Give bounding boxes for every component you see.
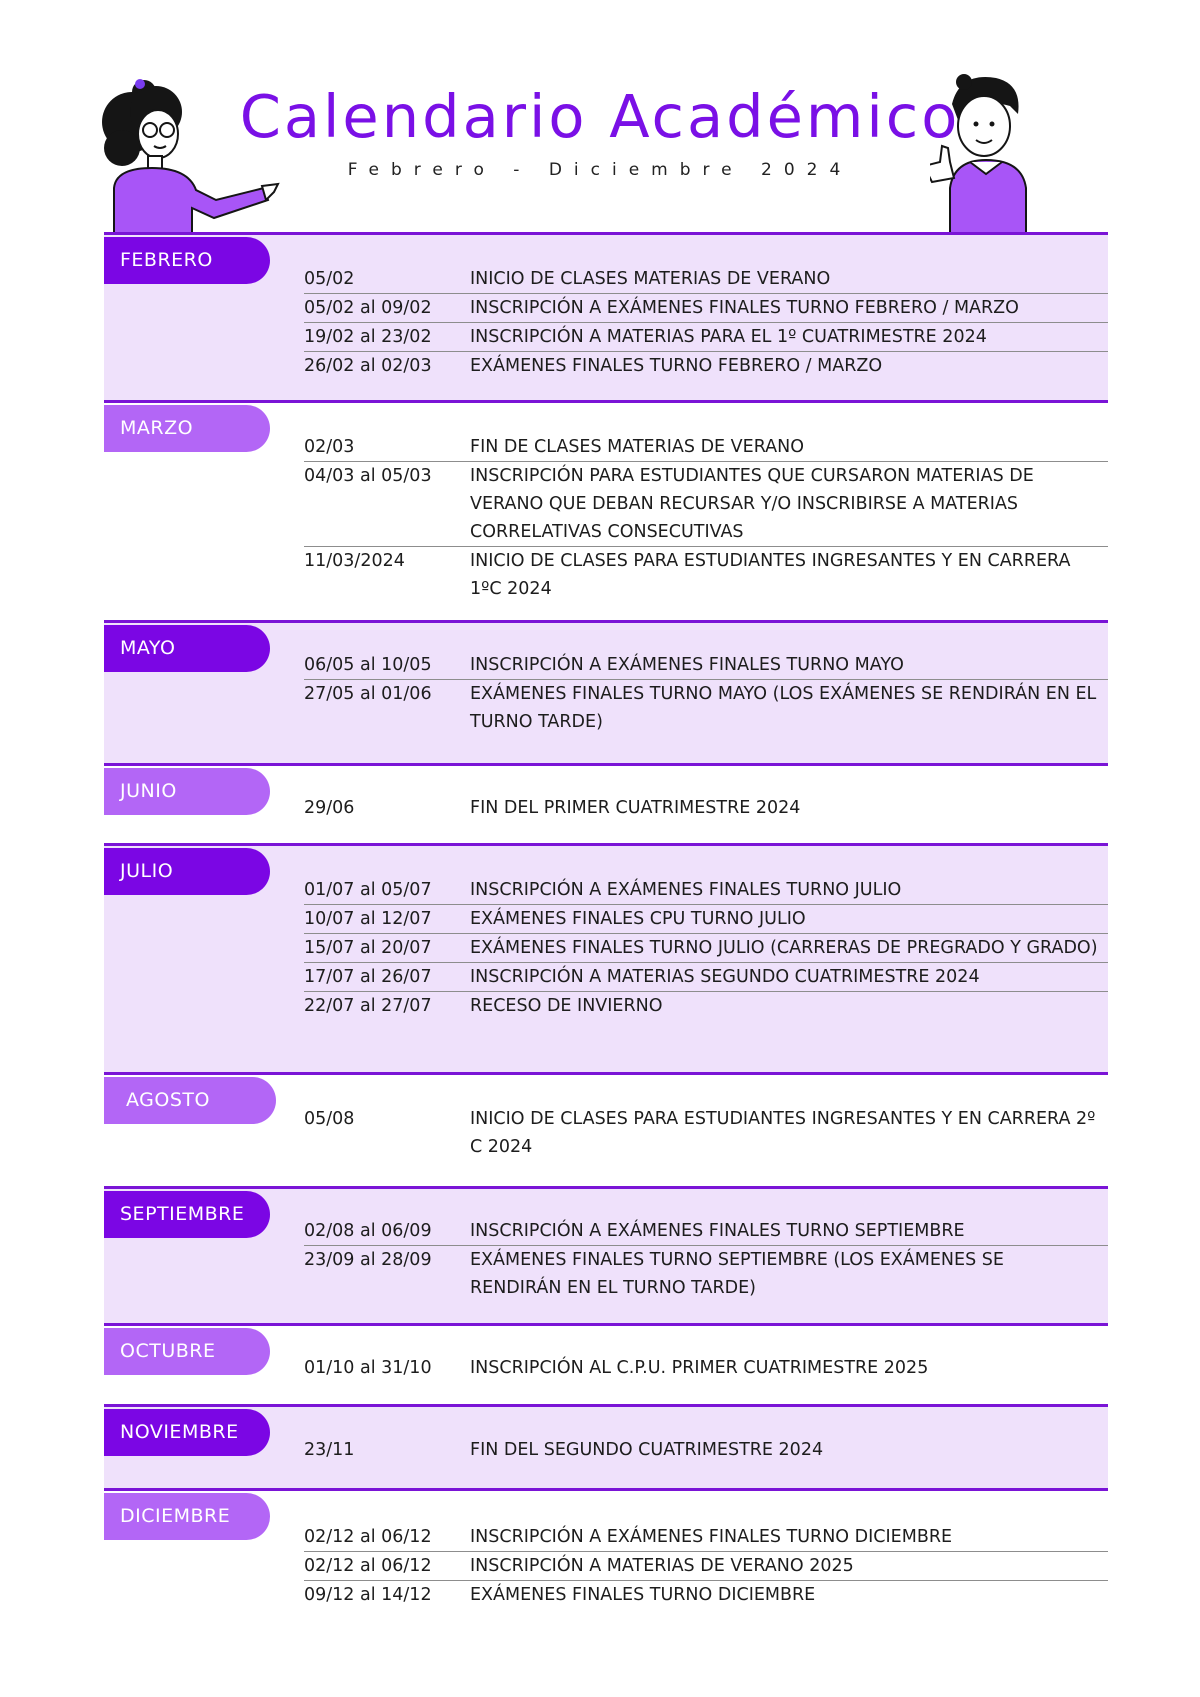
- event-date: 01/07 al 05/07: [304, 880, 432, 900]
- page-header: [0, 0, 1200, 235]
- event-date: 05/02: [304, 269, 355, 289]
- event-description: INSCRIPCIÓN A EXÁMENES FINALES TURNO MAYO: [470, 655, 904, 675]
- event-description: INSCRIPCIÓN A MATERIAS SEGUNDO CUATRIMESTRE 2024: [470, 967, 980, 987]
- event-date: 01/10 al 31/10: [304, 1358, 432, 1378]
- month-tab-julio: JULIO: [104, 848, 270, 895]
- event-date: 02/12 al 06/12: [304, 1527, 432, 1547]
- event-row: [304, 352, 1108, 380]
- month-section-febrero: [104, 232, 1108, 403]
- month-section-agosto: [104, 1072, 1108, 1189]
- event-description: INSCRIPCIÓN A EXÁMENES FINALES TURNO DICIEMBRE: [470, 1527, 953, 1547]
- event-row: [304, 1581, 1108, 1609]
- event-description: EXÁMENES FINALES TURNO JULIO (CARRERAS DE PREGRADO Y GRADO): [470, 938, 1098, 958]
- month-section-octubre: [104, 1323, 1108, 1407]
- event-date: 23/11: [304, 1440, 355, 1460]
- event-list: [304, 433, 1108, 603]
- event-date: 05/02 al 09/02: [304, 298, 432, 318]
- event-date: 22/07 al 27/07: [304, 996, 432, 1016]
- event-date: 09/12 al 14/12: [304, 1585, 432, 1605]
- month-section-diciembre: [104, 1488, 1108, 1628]
- event-row: [304, 1436, 1108, 1464]
- event-row: [304, 963, 1108, 992]
- event-description: EXÁMENES FINALES CPU TURNO JULIO: [470, 909, 806, 929]
- event-row: [304, 992, 1108, 1020]
- event-date: 10/07 al 12/07: [304, 909, 432, 929]
- event-date: 05/08: [304, 1109, 355, 1129]
- event-description: FIN DE CLASES MATERIAS DE VERANO: [470, 437, 804, 457]
- event-date: 04/03 al 05/03: [304, 466, 432, 486]
- event-list: [304, 1105, 1108, 1161]
- event-row: [304, 323, 1108, 352]
- month-tab-noviembre: NOVIEMBRE: [104, 1409, 270, 1456]
- event-date: 27/05 al 01/06: [304, 684, 432, 704]
- event-date: 02/03: [304, 437, 355, 457]
- event-list: [304, 651, 1108, 736]
- month-section-septiembre: [104, 1186, 1108, 1326]
- page-subtitle: Febrero - Diciembre 2024: [347, 160, 853, 180]
- event-row: [304, 905, 1108, 934]
- event-date: 29/06: [304, 798, 355, 818]
- event-row: [304, 265, 1108, 294]
- event-date: 26/02 al 02/03: [304, 356, 432, 376]
- event-row: [304, 680, 1108, 736]
- event-description: RECESO DE INVIERNO: [470, 996, 663, 1016]
- month-tab-septiembre: SEPTIEMBRE: [104, 1191, 270, 1238]
- event-row: [304, 433, 1108, 462]
- month-tab-mayo: MAYO: [104, 625, 270, 672]
- event-list: [304, 1523, 1108, 1609]
- event-description: FIN DEL SEGUNDO CUATRIMESTRE 2024: [470, 1440, 824, 1460]
- event-description: EXÁMENES FINALES TURNO DICIEMBRE: [470, 1585, 816, 1605]
- month-section-marzo: [104, 400, 1108, 623]
- event-description: INSCRIPCIÓN A EXÁMENES FINALES TURNO SEPTIEMBRE: [470, 1221, 965, 1241]
- month-tab-agosto: AGOSTO: [104, 1077, 276, 1124]
- event-date: 02/08 al 06/09: [304, 1221, 432, 1241]
- event-description: EXÁMENES FINALES TURNO MAYO (LOS EXÁMENES SE RENDIRÁN EN EL TURNO TARDE): [470, 684, 1097, 732]
- event-date: 11/03/2024: [304, 551, 405, 571]
- event-list: [304, 794, 1108, 822]
- event-date: 15/07 al 20/07: [304, 938, 432, 958]
- event-row: [304, 934, 1108, 963]
- event-row: [304, 1246, 1108, 1302]
- event-date: 19/02 al 23/02: [304, 327, 432, 347]
- event-row: [304, 876, 1108, 905]
- event-row: [304, 1354, 1108, 1382]
- month-tab-febrero: FEBRERO: [104, 237, 270, 284]
- month-section-junio: [104, 763, 1108, 846]
- event-date: 02/12 al 06/12: [304, 1556, 432, 1576]
- month-tab-diciembre: DICIEMBRE: [104, 1493, 270, 1540]
- event-row: [304, 1217, 1108, 1246]
- month-section-noviembre: [104, 1404, 1108, 1491]
- month-section-mayo: [104, 620, 1108, 766]
- event-description: INICIO DE CLASES PARA ESTUDIANTES INGRESANTES Y EN CARRERA 1ºC 2024: [470, 551, 1071, 599]
- event-description: INSCRIPCIÓN AL C.P.U. PRIMER CUATRIMESTRE 2025: [470, 1358, 929, 1378]
- event-list: [304, 1217, 1108, 1302]
- event-description: EXÁMENES FINALES TURNO SEPTIEMBRE (LOS EXÁMENES SE RENDIRÁN EN EL TURNO TARDE): [470, 1250, 1004, 1298]
- month-tab-junio: JUNIO: [104, 768, 270, 815]
- event-list: [304, 1354, 1108, 1382]
- event-description: INSCRIPCIÓN PARA ESTUDIANTES QUE CURSARON MATERIAS DE VERANO QUE DEBAN RECURSAR Y/O INSCRIBIRSE A MATERIAS CORRELATIVAS CONSECUTIVAS: [470, 466, 1034, 542]
- event-description: INSCRIPCIÓN A MATERIAS DE VERANO 2025: [470, 1556, 854, 1576]
- event-row: [304, 462, 1108, 547]
- event-row: [304, 1105, 1108, 1161]
- month-tab-marzo: MARZO: [104, 405, 270, 452]
- event-row: [304, 651, 1108, 680]
- event-row: [304, 1523, 1108, 1552]
- month-tab-octubre: OCTUBRE: [104, 1328, 270, 1375]
- event-description: INICIO DE CLASES MATERIAS DE VERANO: [470, 269, 831, 289]
- event-date: 17/07 al 26/07: [304, 967, 432, 987]
- event-list: [304, 876, 1108, 1020]
- event-date: 23/09 al 28/09: [304, 1250, 432, 1270]
- event-description: INSCRIPCIÓN A EXÁMENES FINALES TURNO JULIO: [470, 880, 902, 900]
- event-description: FIN DEL PRIMER CUATRIMESTRE 2024: [470, 798, 801, 818]
- event-list: [304, 265, 1108, 380]
- event-description: INICIO DE CLASES PARA ESTUDIANTES INGRESANTES Y EN CARRERA 2º C 2024: [470, 1109, 1096, 1157]
- event-description: EXÁMENES FINALES TURNO FEBRERO / MARZO: [470, 356, 883, 376]
- event-list: [304, 1436, 1108, 1464]
- event-row: [304, 794, 1108, 822]
- event-description: INSCRIPCIÓN A MATERIAS PARA EL 1º CUATRIMESTRE 2024: [470, 327, 987, 347]
- event-row: [304, 547, 1108, 603]
- event-row: [304, 294, 1108, 323]
- page-title: Calendario Académico: [239, 82, 961, 151]
- event-date: 06/05 al 10/05: [304, 655, 432, 675]
- event-description: INSCRIPCIÓN A EXÁMENES FINALES TURNO FEBRERO / MARZO: [470, 298, 1019, 318]
- event-row: [304, 1552, 1108, 1581]
- month-section-julio: [104, 843, 1108, 1075]
